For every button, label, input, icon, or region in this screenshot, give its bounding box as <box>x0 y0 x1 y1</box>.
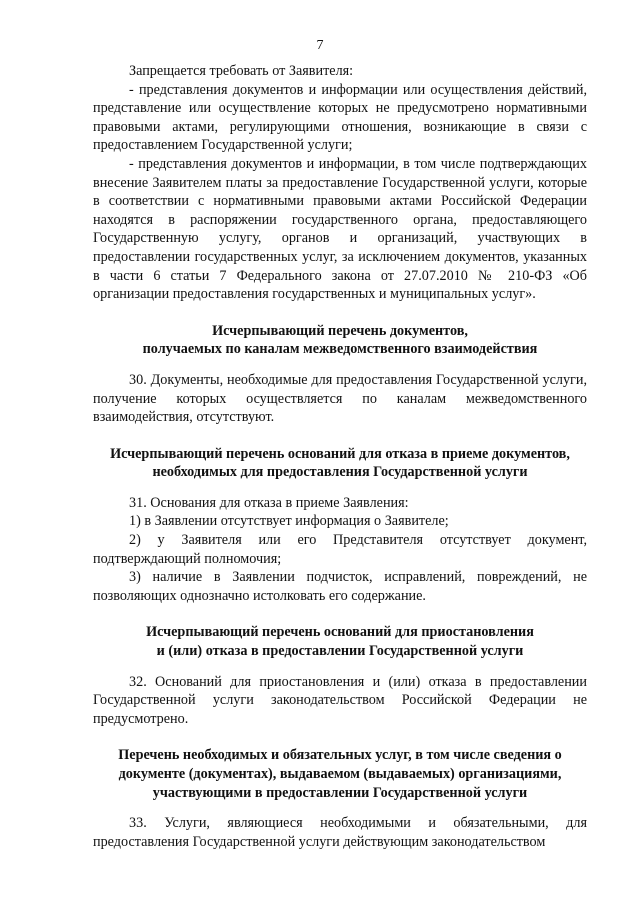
paragraph-33: 33. Услуги, являющиеся необходимыми и обязательными, для предоставления Государственной услуги действующим законодательством <box>93 815 587 850</box>
section-4-heading-line-1: Перечень необходимых и обязательных услуг, в том числе сведения о <box>118 747 562 764</box>
list-item: 3) наличие в Заявлении подчисток, исправлений, повреждений, не позволяющих однозначно истолковать его содержание. <box>93 569 587 604</box>
section-2-heading-line-2: необходимых для предоставления Государственной услуги <box>152 464 528 481</box>
page-number: 7 <box>316 38 324 53</box>
section-4-heading-line-3: участвующими в предоставлении Государственной услуги <box>152 784 528 801</box>
intro-lead: Запрещается требовать от Заявителя: <box>129 63 354 79</box>
section-4-heading-line-2: документе (документах), выдаваемом (выдаваемых) организациями, <box>118 766 562 782</box>
list-item: 2) у Заявителя или его Представителя отсутствует документ, подтверждающий полномочия; <box>93 532 587 567</box>
section-2-heading-line-1: Исчерпывающий перечень оснований для отказа в приеме документов, <box>110 445 570 462</box>
paragraph-31-lead: 31. Основания для отказа в приеме Заявления: <box>129 494 409 511</box>
section-1-heading-line-1: Исчерпывающий перечень документов, <box>212 322 468 339</box>
intro-item-1: - представления документов и информации или осуществления действий, представление или осуществление которых не предусмотрено нормативными правовыми актами, регулирующими отношения, возникающие в связи с предоставлением Государственной услуги; <box>93 81 587 154</box>
intro-item-2: - представления документов и информации, в том числе подтверждающих внесение Заявителем платы за предоставление Государственной услуги, которые в соответствии с нормативными правовыми актами Российской Федерации находятся в распоряжении государственного органа, предоставляющего Государственную услугу, органов и организаций, участвующих в предоставлении государственных услуг, за исключением документов, указанных в части 6 статьи 7 Федерального закона от 27.07.2010 № 210-ФЗ «Об организации предоставления государственных и муниципальных услуг». <box>93 155 587 303</box>
paragraph-30: 30. Документы, необходимые для предоставления Государственной услуги, получение которых осуществляется по каналам межведомственного взаимодействия, отсутствуют. <box>93 371 587 426</box>
refusal-grounds-list <box>93 512 587 605</box>
paragraph-32: 32. Оснований для приостановления и (или) отказа в предоставлении Государственной услуги законодательством Российской Федерации не предусмотрено. <box>93 673 587 727</box>
section-1-heading-line-2: получаемых по каналам межведомственного взаимодействия <box>142 341 538 358</box>
page-content <box>93 62 587 851</box>
section-3-heading-line-2: и (или) отказа в предоставлении Государственной услуги <box>156 643 524 660</box>
list-item: 1) в Заявлении отсутствует информация о Заявителе; <box>129 513 449 530</box>
section-3-heading-line-1: Исчерпывающий перечень оснований для приостановления <box>146 624 534 641</box>
